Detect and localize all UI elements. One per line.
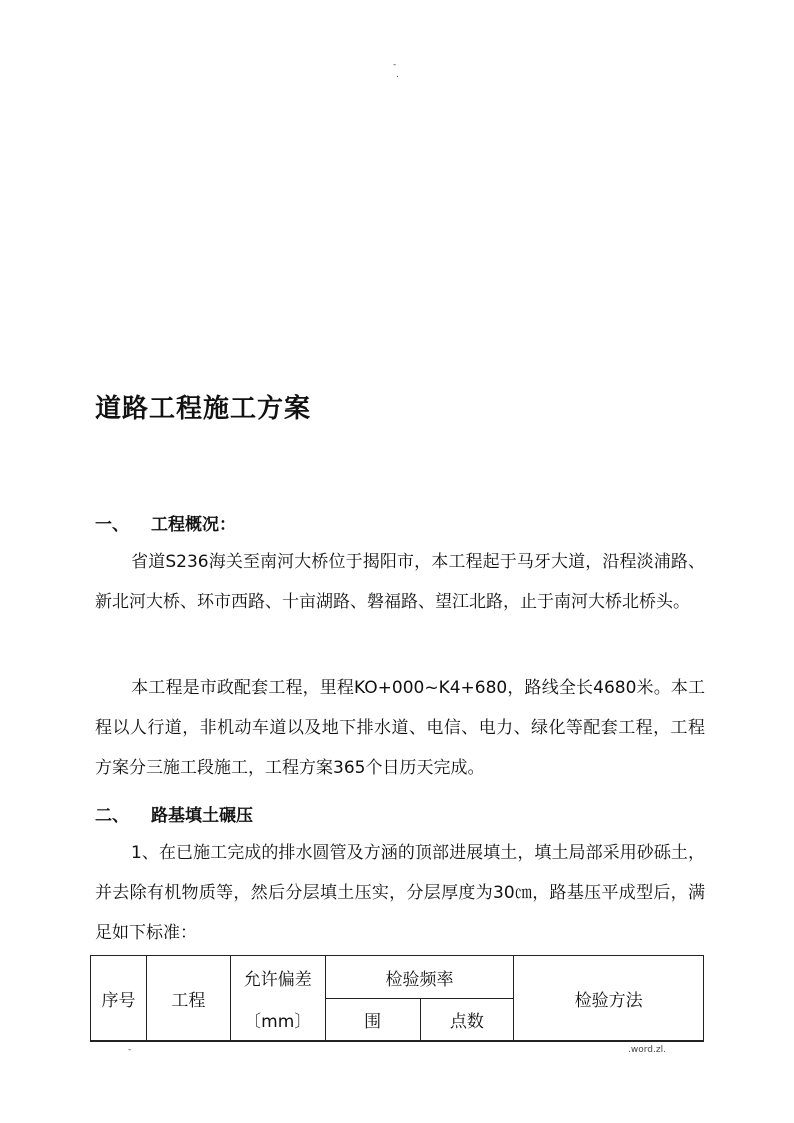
section-1-title: 工程概况： [151, 515, 236, 535]
table-header-seq: 序号 [91, 956, 147, 1041]
document-title: 道路工程施工方案 [95, 394, 312, 424]
section-2-number: 二、 [95, 806, 129, 826]
section-1-paragraph-2-text: 本工程是市政配套工程，里程KO+000~K4+680，路线全长4680米。本工程以人行道，非机动车道以及地下排水道、电信、电力、绿化等配套工程，工程方案分三施工段施工，工程方案365个日历天完成。 [95, 678, 705, 778]
table-header-item: 工程 [146, 956, 230, 1041]
table-header-tolerance-unit: 〔mm〕 [230, 999, 325, 1041]
table-header-points: 点数 [420, 999, 514, 1041]
table-header-frequency: 检验频率 [325, 956, 514, 999]
header-mark-bottom: . [396, 70, 399, 80]
section-1-paragraph-2 [95, 668, 705, 788]
table-header-method: 检验方法 [514, 956, 704, 1041]
footer-left-mark: - [128, 1045, 132, 1055]
section-1-paragraph-1-text: 省道S236海关至南河大桥位于揭阳市，本工程起于马牙大道，沿程淡浦路、新北河大桥、环市西路、十亩湖路、磐福路、望江北路，止于南河大桥北桥头。 [95, 552, 705, 612]
section-1-number: 一、 [95, 515, 129, 535]
footer-right-mark: .word.zl. [628, 1045, 666, 1055]
footer-divider [90, 1041, 704, 1042]
table-header-tolerance: 允许偏差 [230, 956, 325, 999]
table-header-range: 围 [325, 999, 420, 1041]
section-1-paragraph-1 [95, 542, 705, 622]
section-2-title: 路基填土碾压 [151, 806, 253, 826]
section-2-heading [95, 801, 253, 826]
spec-table [90, 955, 704, 1041]
section-2-paragraph-1-text: 1、在已施工完成的排水圆管及方涵的顶部进展填土，填土局部采用砂砾土，并去除有机物质等，然后分层填土压实，分层厚度为30㎝，路基压平成型后，满足如下标准： [95, 843, 705, 943]
section-2-paragraph-1 [95, 833, 705, 953]
header-mark-top: - [393, 60, 397, 70]
section-1-heading [95, 510, 236, 535]
